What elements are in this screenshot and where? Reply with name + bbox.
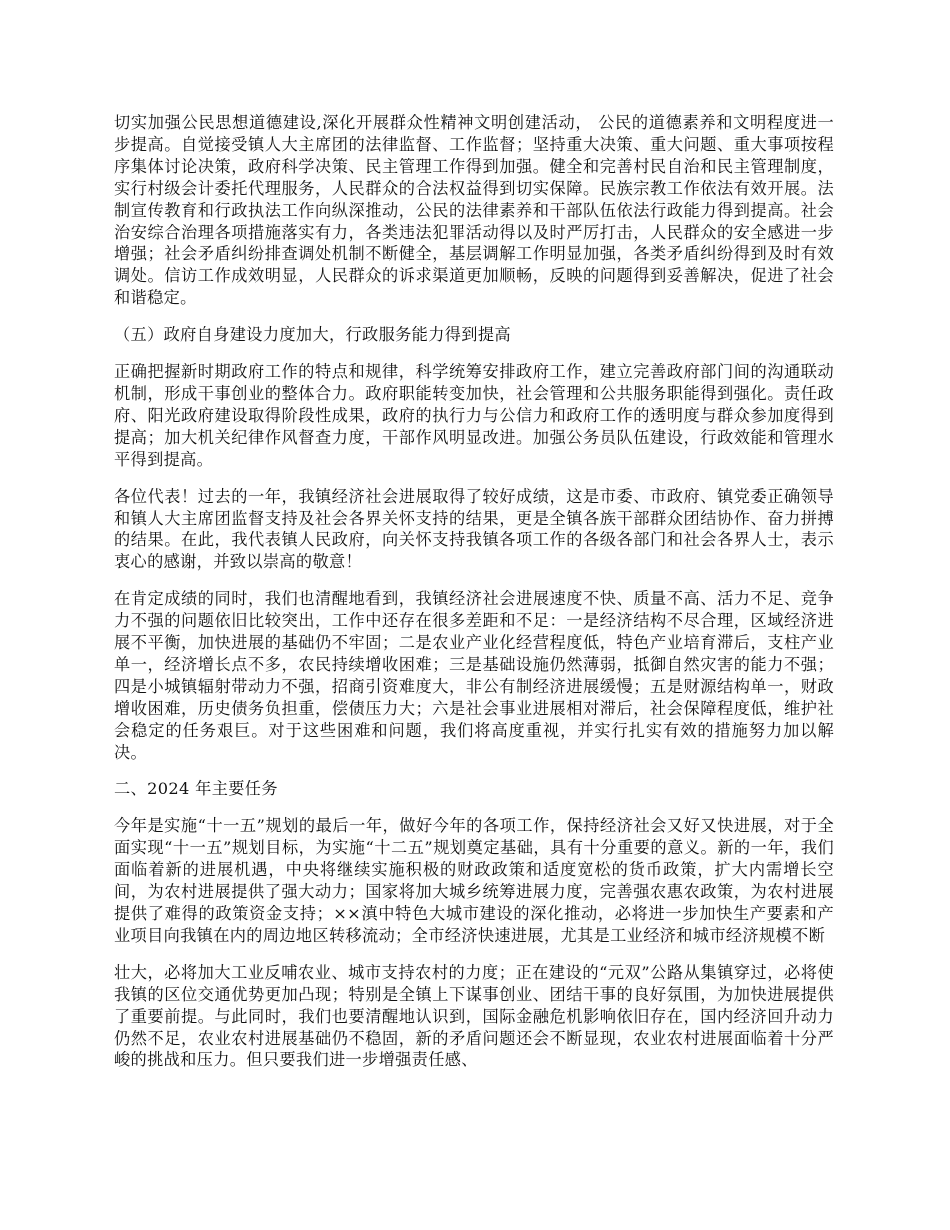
paragraph-problems: 在肯定成绩的同时，我们也清醒地看到，我镇经济社会进展速度不快、质量不高、活力不足、竞争力不强的问题依旧比较突出，工作中还存在很多差距和不足：一是经济结构不尽合理，区域经济进展不平衡，加快进展的基础仍不牢固；二是农业产业化经营程度低，特色产业培育滞后，支柱产业单一，经济增长点不多，农民持续增收困难；三是基础设施仍然薄弱，抵御自然灾害的能力不强；四是小城镇辐射带动力不强，招商引资难度大，非公有制经济进展缓慢；五是财源结构单一，财政增收困难，历史债务负担重，偿债压力大；六是社会事业进展相对滞后，社会保障程度低，维护社会稳定的任务艰巨。对于这些困难和问题，我们将高度重视，并实行扎实有效的措施努力加以解决。 [114, 589, 834, 762]
paragraph-challenges: 壮大，必将加大工业反哺农业、城市支持农村的力度；正在建设的“元双”公路从集镇穿过，必将使我镇的区位交通优势更加凸现；特别是全镇上下谋事创业、团结干事的良好氛围，为加快进展提供了重要前提。与此同时，我们也要清醒地认识到，国际金融危机影响依旧存在，国内经济回升动力仍然不足，农业农村进展基础仍不稳固，新的矛盾问题还会不断显现，农业农村进展面临着十分严峻的挑战和压力。但只要我们进一步增强责任感、 [114, 962, 834, 1070]
paragraph-address-to-deputies: 各位代表！过去的一年，我镇经济社会进展取得了较好成绩，这是市委、市政府、镇党委正确领导和镇人大主席团监督支持及社会各界关怀支持的结果，更是全镇各族干部群众团结协作、奋力拼搏的结果。在此，我代表镇人民政府，向关怀支持我镇各项工作的各级各部门和社会各界人士，表示衷心的感谢，并致以崇高的敬意！ [114, 486, 834, 572]
section-heading-main-tasks: 二、2024 年主要任务 [114, 779, 278, 799]
section-heading-government-building: （五）政府自身建设力度加大，行政服务能力得到提高 [114, 325, 511, 345]
document-page [114, 112, 834, 1071]
paragraph-government-work: 正确把握新时期政府工作的特点和规律，科学统筹安排政府工作，建立完善政府部门间的沟通联动机制，形成干事创业的整体合力。政府职能转变加快，社会管理和公共服务职能得到强化。责任政府、阳光政府建设取得阶段性成果，政府的执行力与公信力和政府工作的透明度与群众参加度得到提高；加大机关纪律作风督查力度，干部作风明显改进。加强公务员队伍建设，行政效能和管理水平得到提高。 [114, 362, 834, 469]
paragraph-opportunities: 今年是实施“十一五”规划的最后一年，做好今年的各项工作，保持经济社会又好又快进展，对于全面实现“十一五”规划目标，为实施“十二五”规划奠定基础，具有十分重要的意义。新的一年，我们面临着新的进展机遇，中央将继续实施积极的财政政策和适度宽松的货币政策，扩大内需增长空间，为农村进展提供了强大动力；国家将加大城乡统筹进展力度，完善强农惠农政策，为农村进展提供了难得的政策资金支持；××滇中特色大城市建设的深化推动，必将进一步加快生产要素和产业项目向我镇在内的周边地区转移流动；全市经济快速进展，尤其是工业经济和城市经济规模不断 [114, 816, 834, 945]
paragraph-social-stability: 切实加强公民思想道德建设,深化开展群众性精神文明创建活动， 公民的道德素养和文明程度进一步提高。自觉接受镇人大主席团的法律监督、工作监督；坚持重大决策、重大问题、重大事项按程序集体讨论决策，政府科学决策、民主管理工作得到加强。健全和完善村民自治和民主管理制度，实行村级会计委托代理服务，人民群众的合法权益得到切实保障。民族宗教工作依法有效开展。法制宣传教育和行政执法工作向纵深推动，公民的法律素养和干部队伍依法行政能力得到提高。社会治安综合治理各项措施落实有力，各类违法犯罪活动得以及时严厉打击，人民群众的安全感进一步增强；社会矛盾纠纷排查调处机制不断健全，基层调解工作明显加强，各类矛盾纠纷得到及时有效调处。信访工作成效明显，人民群众的诉求渠道更加顺畅，反映的问题得到妥善解决，促进了社会和谐稳定。 [114, 113, 834, 308]
